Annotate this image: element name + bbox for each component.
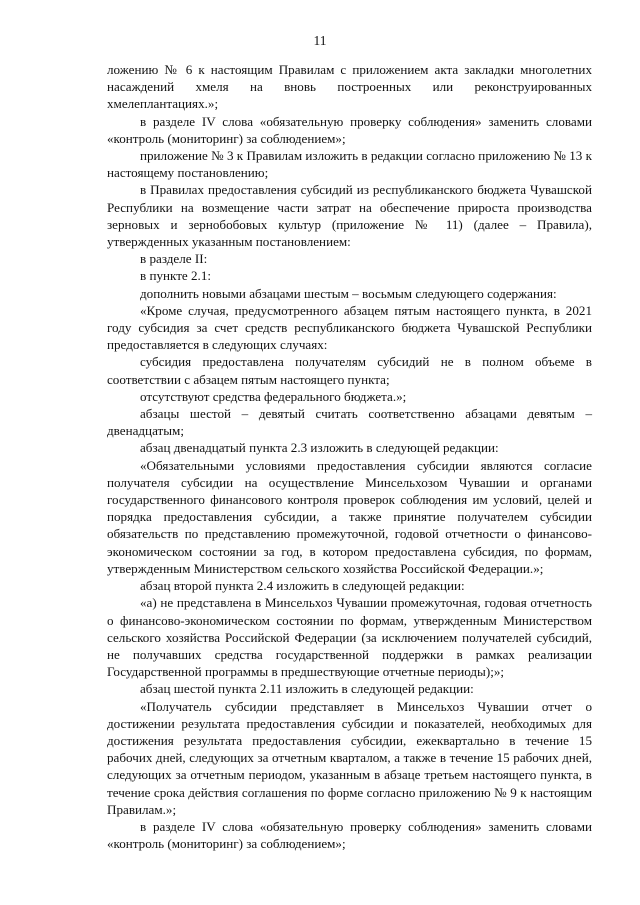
- paragraph: абзац шестой пункта 2.11 изложить в следующей редакции:: [140, 681, 474, 697]
- paragraph: субсидия предоставлена получателям субсидий не в полном объеме в соответствии с абзацем пятым настоящего пункта;: [107, 354, 592, 387]
- paragraph: отсутствуют средства федерального бюджета.»;: [140, 388, 407, 404]
- paragraph: «Кроме случая, предусмотренного абзацем пятым настоящего пункта, в 2021 году субсидия за счет средств республиканского бюджета Чувашской Республики предоставляется в следующих случаях:: [107, 302, 592, 353]
- paragraph: «Получатель субсидии представляет в Минсельхоз Чувашии отчет о достижении результата предоставления субсидии и показателей, необходимых для достижения результата предоставления субсидии, ежеквартально в течение 15 рабочих дней, следующих за отчетным кварталом, а также в течение 15 рабочих дней, следующих за отчетным периодом, указанным в абзаце третьем настоящего пункта, в течение срока действия соглашения по форме согласно приложению № 9 к настоящим Правилам.»;: [107, 698, 592, 817]
- paragraph: «а) не представлена в Минсельхоз Чувашии промежуточная, годовая отчетность о финансово-экономическом состоянии по формам, утвержденным Министерством сельского хозяйства Российской Федерации (за исключением получателей субсидий, не получавших средства государственной поддержки в рамках реализации Государственной программы в предшествующие отчетные периоды);»;: [107, 595, 592, 680]
- paragraph: абзац второй пункта 2.4 изложить в следующей редакции:: [140, 578, 465, 594]
- paragraph: ложению № 6 к настоящим Правилам с приложением акта закладки многолетних насаждений хмеля на вновь построенных или реконструированных хмелеплантациях.»;: [107, 62, 592, 112]
- paragraph: в разделе II:: [140, 251, 208, 267]
- paragraph: в пункте 2.1:: [140, 268, 212, 284]
- paragraph: дополнить новыми абзацами шестым – восьмым следующего содержания:: [140, 285, 557, 301]
- paragraph: абзац двенадцатый пункта 2.3 изложить в следующей редакции:: [140, 440, 499, 456]
- paragraph: приложение № 3 к Правилам изложить в редакции согласно приложению № 13 к настоящему постановлению;: [107, 148, 592, 181]
- paragraph: в разделе IV слова «обязательную проверку соблюдения» заменить словами «контроль (мониторинг) за соблюдением»;: [107, 113, 592, 146]
- paragraph: в Правилах предоставления субсидий из республиканского бюджета Чувашской Республики на возмещение части затрат на обеспечение прироста производства зерновых и зернобобовых культур (приложение № 11) (далее – Правила), утвержденных указанным постановлением:: [107, 182, 592, 250]
- paragraph: «Обязательными условиями предоставления субсидии являются согласие получателя субсидии на осуществление Минсельхозом Чувашии и органами государственного финансового контроля проверок соблюдения им условий, целей и порядка предоставления субсидии, а также принятие получателем субсидии обязательств по представлению промежуточной, годовой отчетности о финансово-экономическом состоянии за год, в котором предоставлена субсидия, по формам, утвержденным Министерством сельского хозяйства Российской Федерации.»;: [107, 457, 592, 576]
- document-body: [107, 61, 592, 852]
- page-number: 11: [313, 33, 327, 48]
- paragraph: абзацы шестой – девятый считать соответственно абзацами девятым – двенадцатым;: [107, 406, 592, 439]
- paragraph: в разделе IV слова «обязательную проверку соблюдения» заменить словами «контроль (мониторинг) за соблюдением»;: [107, 818, 592, 852]
